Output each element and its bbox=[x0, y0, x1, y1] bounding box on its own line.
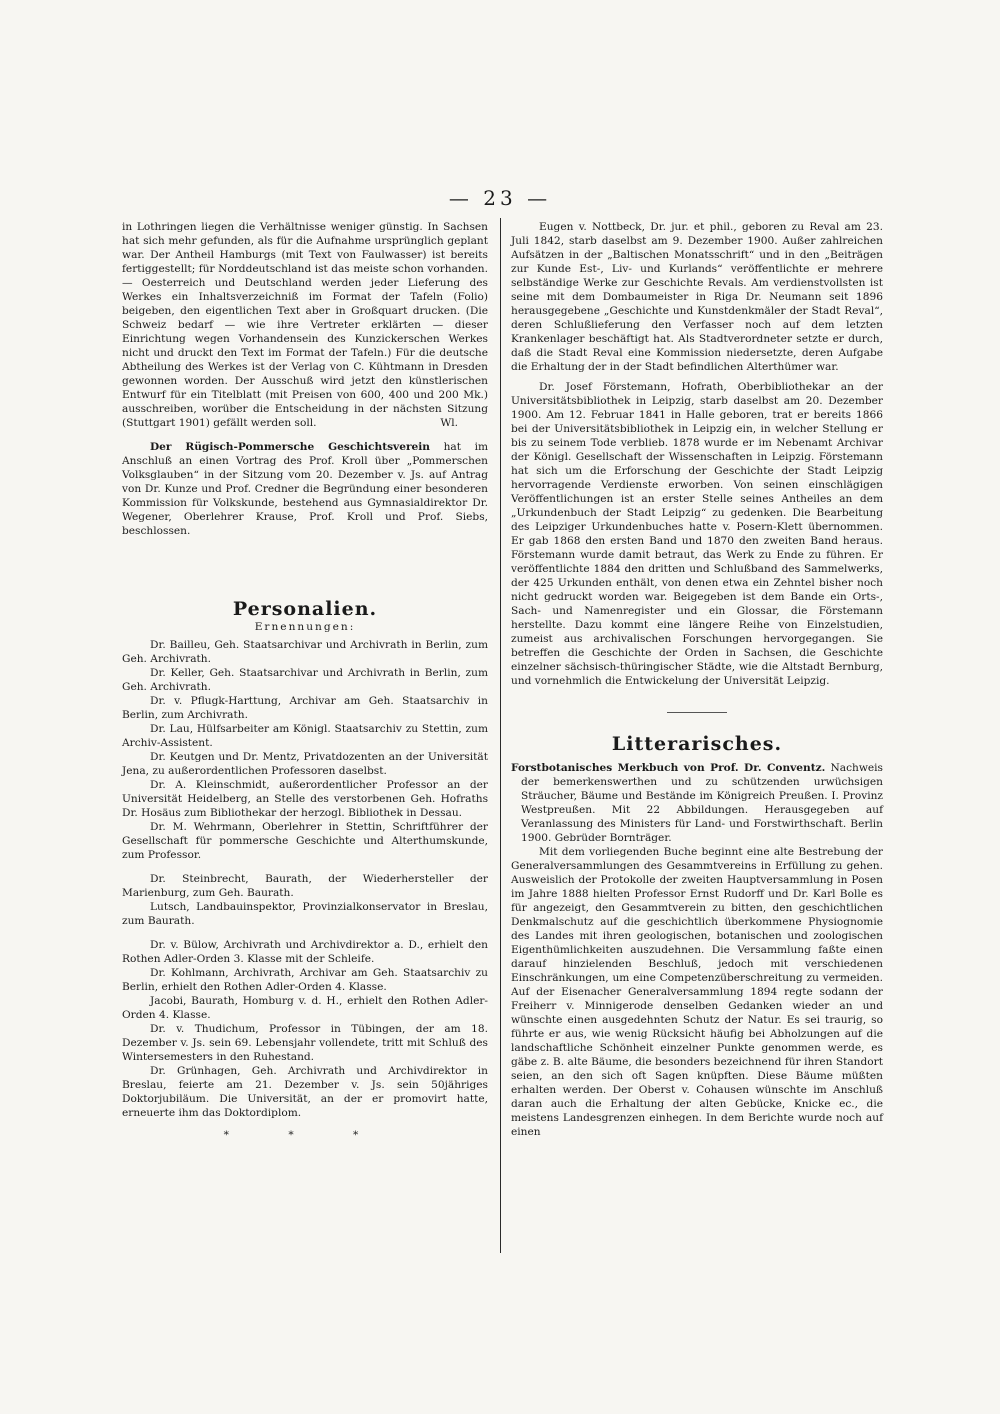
section-separator bbox=[667, 712, 727, 713]
society-name: Der Rügisch-Pommersche Geschichtsverein bbox=[150, 441, 430, 453]
paragraph-continuation: in Lothringen liegen die Verhältnisse weniger günstig. In Sachsen hat sich mehr gefunden, als für die Aufnahme ursprünglich geplant war. Der Antheil Hamburgs (mit Text von Faulwasser) ist bereits fertiggestellt; für Norddeutschland ist das meiste schon vorhanden. — Oesterreich und Deutschland werden jeder Lieferung des Werkes ein Inhaltsverzeichniß im Format der Tafeln (Folio) beigeben, den eigentlichen Text aber in Großquart drucken. (Die Schweiz bedarf — wie ihre Vertreter erklärten — dieser Einrichtung wegen Vorhandensein des Kunzickerschen Werkes nicht und druckt den Text im Format der Tafeln.) Für die deutsche Abtheilung des Werkes ist der Verlag von C. Kühtmann in Dresden gewonnen worden. Der Ausschuß wird jetzt den künstlerischen Entwurf für ein Titelblatt (mit Preisen von 600, 400 und 200 Mk.) ausschreiben, worüber die Entscheidung in der nächsten Sitzung (Stuttgart 1901) gefällt werden soll. bbox=[122, 221, 488, 429]
right-column bbox=[511, 220, 883, 1139]
review-heading bbox=[511, 761, 883, 845]
author-signature: Wl. bbox=[440, 417, 458, 429]
section-title-litterarisches: Litterarisches. bbox=[611, 733, 783, 755]
honour-item: Jacobi, Baurath, Homburg v. d. H., erhielt den Rothen Adler-Orden 4. Klasse. bbox=[122, 995, 488, 1021]
appointment-item: Lutsch, Landbauinspektor, Provinzialkonservator in Breslau, zum Baurath. bbox=[122, 901, 488, 927]
review-title: Forstbotanisches Merkbuch von Prof. Dr. Conventz. bbox=[511, 762, 826, 774]
column-divider bbox=[500, 218, 501, 1253]
paragraph-society bbox=[122, 440, 488, 538]
honour-item: Dr. Grünhagen, Geh. Archivrath und Archivdirektor in Breslau, feierte am 21. Dezember v. Js. sein 50jähriges Doktorjubiläum. Die Universität, an der er promovirt hatte, erneuerte ihm das Doktordiplom. bbox=[122, 1065, 488, 1119]
honour-item: Dr. v. Bülow, Archivrath und Archivdirektor a. D., erhielt den Rothen Adler-Orden 3. Klasse mit der Schleife. bbox=[122, 939, 488, 965]
appointment-item: Dr. Keller, Geh. Staatsarchivar und Archivrath in Berlin, zum Geh. Archivrath. bbox=[122, 667, 488, 693]
appointment-item: Dr. A. Kleinschmidt, außerordentlicher Professor an der Universität Heidelberg, an Stelle des verstorbenen Geh. Hofraths Dr. Hosäus zum Bibliothekar der herzogl. Bibliothek in Dessau. bbox=[122, 779, 488, 819]
appointment-item: Dr. Steinbrecht, Baurath, der Wiederhersteller der Marienburg, zum Geh. Baurath. bbox=[122, 873, 488, 899]
appointment-item: Dr. M. Wehrmann, Oberlehrer in Stettin, Schriftführer der Gesellschaft für pommersche Geschichte und Alterthumskunde, zum Professor. bbox=[122, 821, 488, 861]
obituary-nottbeck: Eugen v. Nottbeck, Dr. jur. et phil., geboren zu Reval am 23. Juli 1842, starb daselbst am 9. Dezember 1900. Außer zahlreichen Aufsätzen in der „Baltischen Monatsschrift“ und in den „Beiträgen zur Kunde Est-, Liv- und Kurlands“ veröffentlichte er mehrere selbständige Werke zur Geschichte Revals. Am verdienstvollsten ist seine mit dem Dombaumeister in Riga Dr. Neumann seit 1896 herausgegebene „Geschichte und Kunstdenkmäler der Stadt Reval“, deren Schlußlieferung den Verfasser noch auf dem letzten Krankenlager beschäftigt hat. Als Stadtverordneter setzte er durch, daß die Stadt Reval eine Kommission niedersetzte, deren Aufgabe die Erhaltung der in der Stadt befindlichen Alterthümer war. bbox=[511, 221, 883, 373]
appointment-item: Dr. Lau, Hülfsarbeiter am Königl. Staatsarchiv zu Stettin, zum Archiv-Assistent. bbox=[122, 723, 488, 749]
honour-item: Dr. v. Thudichum, Professor in Tübingen, der am 18. Dezember v. Js. sein 69. Lebensjahr vollendete, tritt mit Schluß des Wintersemesters in den Ruhestand. bbox=[122, 1023, 488, 1063]
left-column bbox=[122, 220, 488, 1142]
subhead-ernennungen: Ernennungen: bbox=[254, 621, 356, 633]
section-stars: * * * bbox=[223, 1129, 387, 1141]
honour-item: Dr. Kohlmann, Archivrath, Archivar am Geh. Staatsarchiv zu Berlin, erhielt den Rothen Adler-Orden 4. Klasse. bbox=[122, 967, 488, 993]
appointment-item: Dr. v. Pflugk-Harttung, Archivar am Geh. Staatsarchiv in Berlin, zum Archivrath. bbox=[122, 695, 488, 721]
review-body: Mit dem vorliegenden Buche beginnt eine alte Bestrebung der Generalversammlungen des Gesammtvereins in Erfüllung zu gehen. Ausweislich der Protokolle der zweiten Hauptversammlung in Posen im Jahre 1888 hielten Professor Ernst Rudorff und Dr. Karl Bolle es für angezeigt, den Gesammtverein zu bitten, den geschichtlichen Denkmalschutz auf die geschichtlich überkommene Physiognomie des Landes mit ihren geologischen, botanischen und zoologischen Eigenthümlichkeiten auszudehnen. Die Versammlung faßte einen darauf hinzielenden Beschluß, jedoch mit verschiedenen Einschränkungen, um eine Competenzüberschreitung zu vermeiden. Auf der Eisenacher Generalversammlung 1894 regte sodann der Freiherr v. Minnigerode denselben Gedanken wieder an und wünschte einen ausgedehnten Schutz der Natur. Es sei traurig, so führte er aus, wie wenig Rücksicht häufig bei Abholzungen auf die landschaftliche Schönheit einzelner Punkte genommen werde, es gäbe z. B. alte Bäume, die besonders bezeichnend für ihren Standort seien, an den sich oft Sagen knüpften. Diese Bäume müßten erhalten werden. Der Oberst v. Cohausen wünschte im Anschluß daran auch die Erhaltung der alten Gebücke, Knicke ec., die meistens Landesgrenzen einhegen. In dem Berichte wurde noch auf einen bbox=[511, 846, 883, 1138]
society-text: hat im Anschluß an einen Vortrag des Prof. Kroll über „Pommerschen Volksglauben“ in der Sitzung vom 20. Dezember v. Js. auf Antrag von Dr. Kunze und Prof. Credner die Begründung einer besonderen Kommission für Volkskunde, bestehend aus Gymnasialdirektor Dr. Wegener, Oberlehrer Krause, Prof. Kroll und Prof. Siebs, beschlossen. bbox=[122, 441, 489, 537]
review-meta: Nachweis der bemerkenswerthen und zu schützenden urwüchsigen Sträucher, Bäume und Bestände im Königreich Preußen. I. Provinz Westpreußen. Mit 22 Abbildungen. Herausgegeben auf Veranlassung des Ministers für Land- und Forstwirthschaft. Berlin 1900. Gebrüder Bornträger. bbox=[521, 762, 883, 844]
appointment-item: Dr. Keutgen und Dr. Mentz, Privatdozenten an der Universität Jena, zu außerordentlichen Professoren daselbst. bbox=[122, 751, 488, 777]
page-number: — 23 — bbox=[448, 186, 552, 210]
section-title-personalien: Personalien. bbox=[232, 598, 378, 620]
obituary-foerstemann: Dr. Josef Förstemann, Hofrath, Oberbibliothekar an der Universitätsbibliothek in Leipzig, starb daselbst am 20. Dezember 1900. Am 12. Februar 1841 in Halle geboren, trat er bereits 1866 bei der Universitätsbibliothek in Leipzig ein, in welcher Stellung er bis zu seinem Tode verblieb. 1878 wurde er im Nebenamt Archivar der Königl. Gesellschaft der Wissenschaften in Leipzig. Förstemann hat sich um die Erforschung der Geschichte der Stadt Leipzig hervorragende Verdienste erworben. Von seinen einschlägigen Veröffentlichungen ist an erster Stelle seines Antheiles an dem „Urkundenbuch der Stadt Leipzig“ zu gedenken. Die Bearbeitung des Leipziger Urkundenbuches hatte v. Posern-Klett übernommen. Er gab 1868 den ersten Band und 1870 den zweiten Band heraus. Förstemann wurde damit betraut, das Werk zu Ende zu führen. Er veröffentlichte 1884 den dritten und Schlußband des Sammelwerks, der 425 Urkunden enthält, von denen etwa ein Zehntel bisher noch nicht gedruckt worden war. Beigegeben ist dem Bande ein Orts-, Sach- und Namenregister und ein Glossar, die Förstemann herstellte. Dazu kommt eine längere Reihe von Einzelstudien, zumeist aus archivalischen Forschungen hervorgegangen. Sie betreffen die Geschichte der Orden in Sachsen, die Geschichte einzelner sächsisch-thüringischer Städte, wie die Altstadt Bernburg, und vornehmlich die Entwickelung der Universität Leipzig. bbox=[511, 381, 883, 687]
appointment-item: Dr. Bailleu, Geh. Staatsarchivar und Archivrath in Berlin, zum Geh. Archivrath. bbox=[122, 639, 488, 665]
